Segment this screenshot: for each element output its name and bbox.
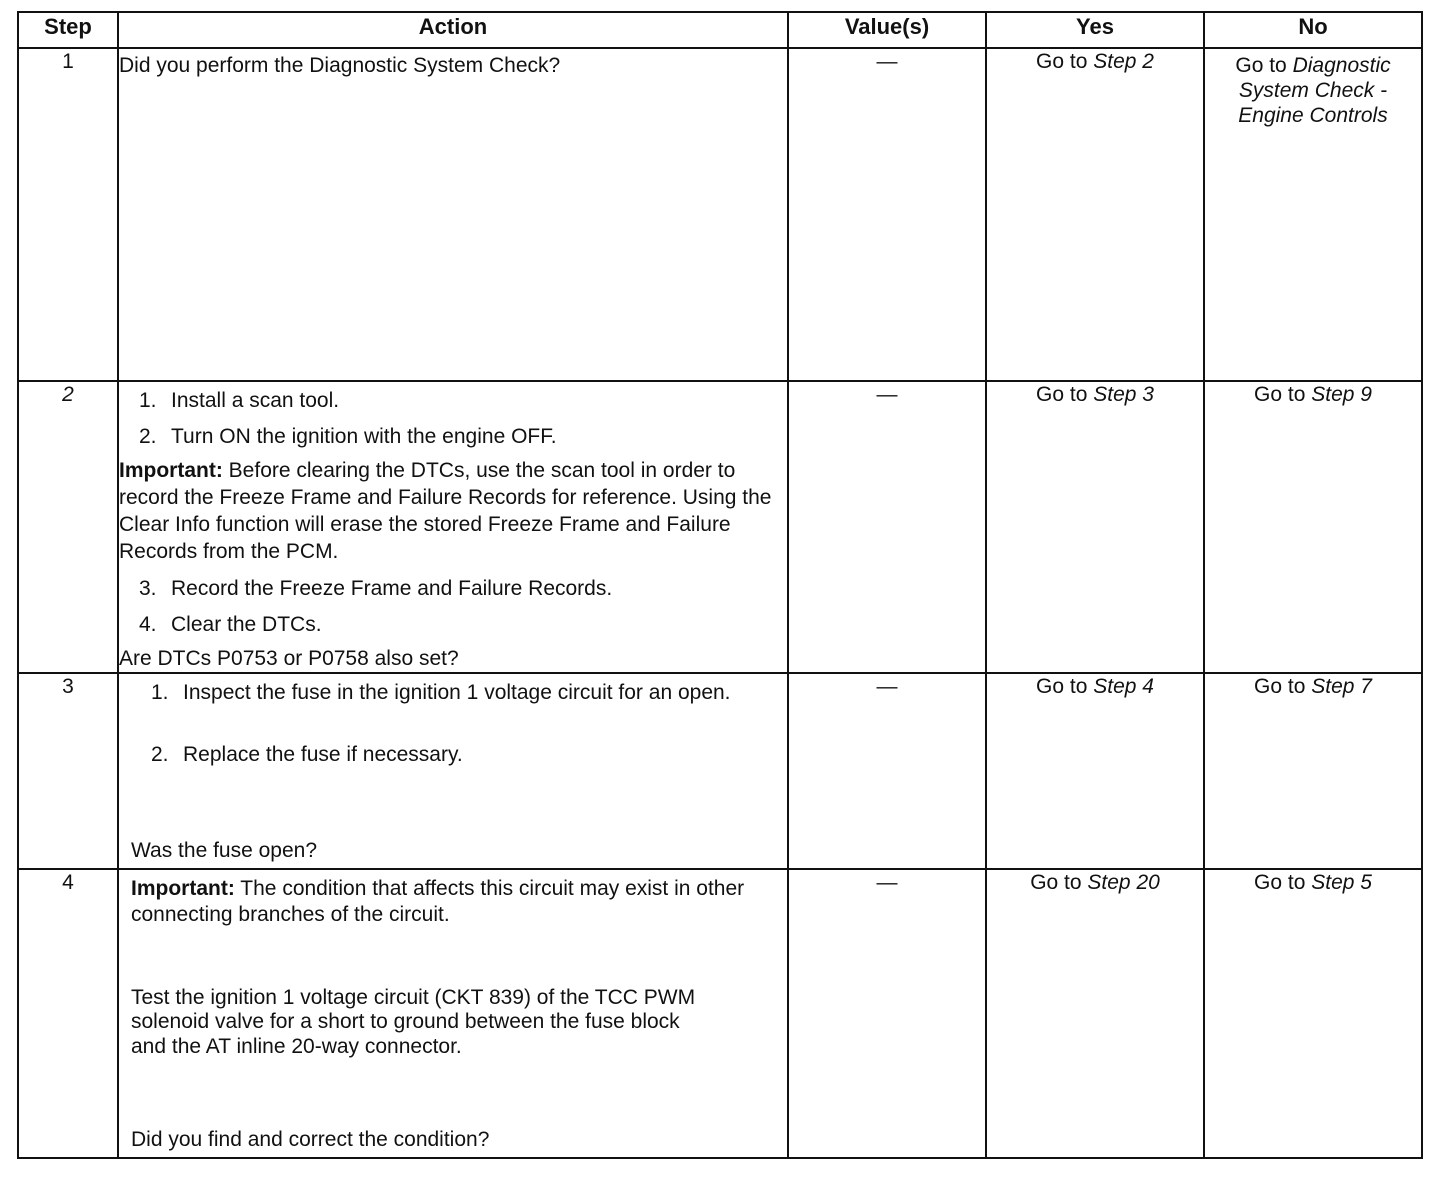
table-row	[18, 381, 1422, 673]
yes-step-link[interactable]: Step 20	[1087, 870, 1160, 894]
value-cell: —	[788, 869, 986, 1158]
step-number: 2	[18, 381, 118, 673]
action-question: Are DTCs P0753 or P0758 also set?	[119, 646, 459, 670]
no-link-line-1[interactable]: Diagnostic	[1292, 54, 1391, 77]
action-cell	[118, 381, 788, 673]
no-step-link[interactable]: Step 5	[1311, 870, 1372, 894]
no-cell: Go to Step 5	[1204, 869, 1422, 1158]
yes-cell: Go to Step 20	[986, 869, 1204, 1158]
list-item: 2. Turn ON the ignition with the engine OFF.	[139, 425, 557, 449]
table-row	[18, 869, 1422, 1158]
table-row	[18, 673, 1422, 869]
test-instruction: Test the ignition 1 voltage circuit (CKT 839) of the TCC PWM solenoid valve for a short to ground between the fuse block and the AT inline 20-way connector.	[131, 985, 696, 1059]
header-values: Value(s)	[788, 12, 986, 48]
list-item: 3. Record the Freeze Frame and Failure Records.	[139, 576, 613, 600]
value-cell: —	[788, 48, 986, 381]
important-note: Important: The condition that affects this circuit may exist in other connecting branches of the circuit.	[131, 876, 745, 926]
step-number: 1	[18, 48, 118, 381]
action-question: Did you perform the Diagnostic System Check?	[119, 54, 561, 77]
step-number: 4	[18, 869, 118, 1158]
action-question: Did you find and correct the condition?	[131, 1127, 490, 1151]
header-no: No	[1204, 12, 1422, 48]
value-cell: —	[788, 673, 986, 869]
diagnostic-table	[17, 11, 1423, 1159]
no-cell	[1204, 48, 1422, 381]
no-step-link[interactable]: Step 9	[1311, 383, 1372, 406]
list-item: 1. Inspect the fuse in the ignition 1 voltage circuit for an open.	[151, 680, 731, 704]
no-cell: Go to Step 9	[1204, 381, 1422, 673]
header-row	[18, 12, 1422, 48]
list-item: 2. Replace the fuse if necessary.	[151, 742, 463, 766]
important-note: Important: Before clearing the DTCs, use the scan tool in order to record the Freeze Frame and Failure Records for reference. Using the Clear Info function will erase the stored Freeze Frame and Failure Records from the PCM.	[119, 459, 772, 563]
list-item: 1. Install a scan tool.	[139, 389, 340, 412]
header-step: Step	[18, 12, 118, 48]
no-cell: Go to Step 7	[1204, 673, 1422, 869]
yes-step-link[interactable]: Step 2	[1093, 50, 1154, 73]
header-yes: Yes	[986, 12, 1204, 48]
yes-step-link[interactable]: Step 4	[1093, 674, 1154, 698]
action-cell	[118, 48, 788, 381]
table-row	[18, 48, 1422, 381]
yes-cell: Go to Step 4	[986, 673, 1204, 869]
no-link-line-2[interactable]: System Check -	[1238, 79, 1388, 103]
yes-prefix: Go to	[1036, 50, 1088, 73]
header-action: Action	[118, 12, 788, 48]
value-cell: —	[788, 381, 986, 673]
action-cell	[118, 673, 788, 869]
no-step-link[interactable]: Step 7	[1311, 674, 1372, 698]
list-item: 4. Clear the DTCs.	[139, 612, 322, 636]
step-number: 3	[18, 673, 118, 869]
yes-step-link[interactable]: Step 3	[1093, 383, 1154, 406]
yes-cell	[986, 48, 1204, 381]
no-prefix: Go to	[1235, 54, 1287, 77]
yes-cell: Go to Step 3	[986, 381, 1204, 673]
no-link-line-3[interactable]: Engine Controls	[1238, 104, 1388, 128]
action-cell	[118, 869, 788, 1158]
action-question: Was the fuse open?	[131, 838, 318, 862]
